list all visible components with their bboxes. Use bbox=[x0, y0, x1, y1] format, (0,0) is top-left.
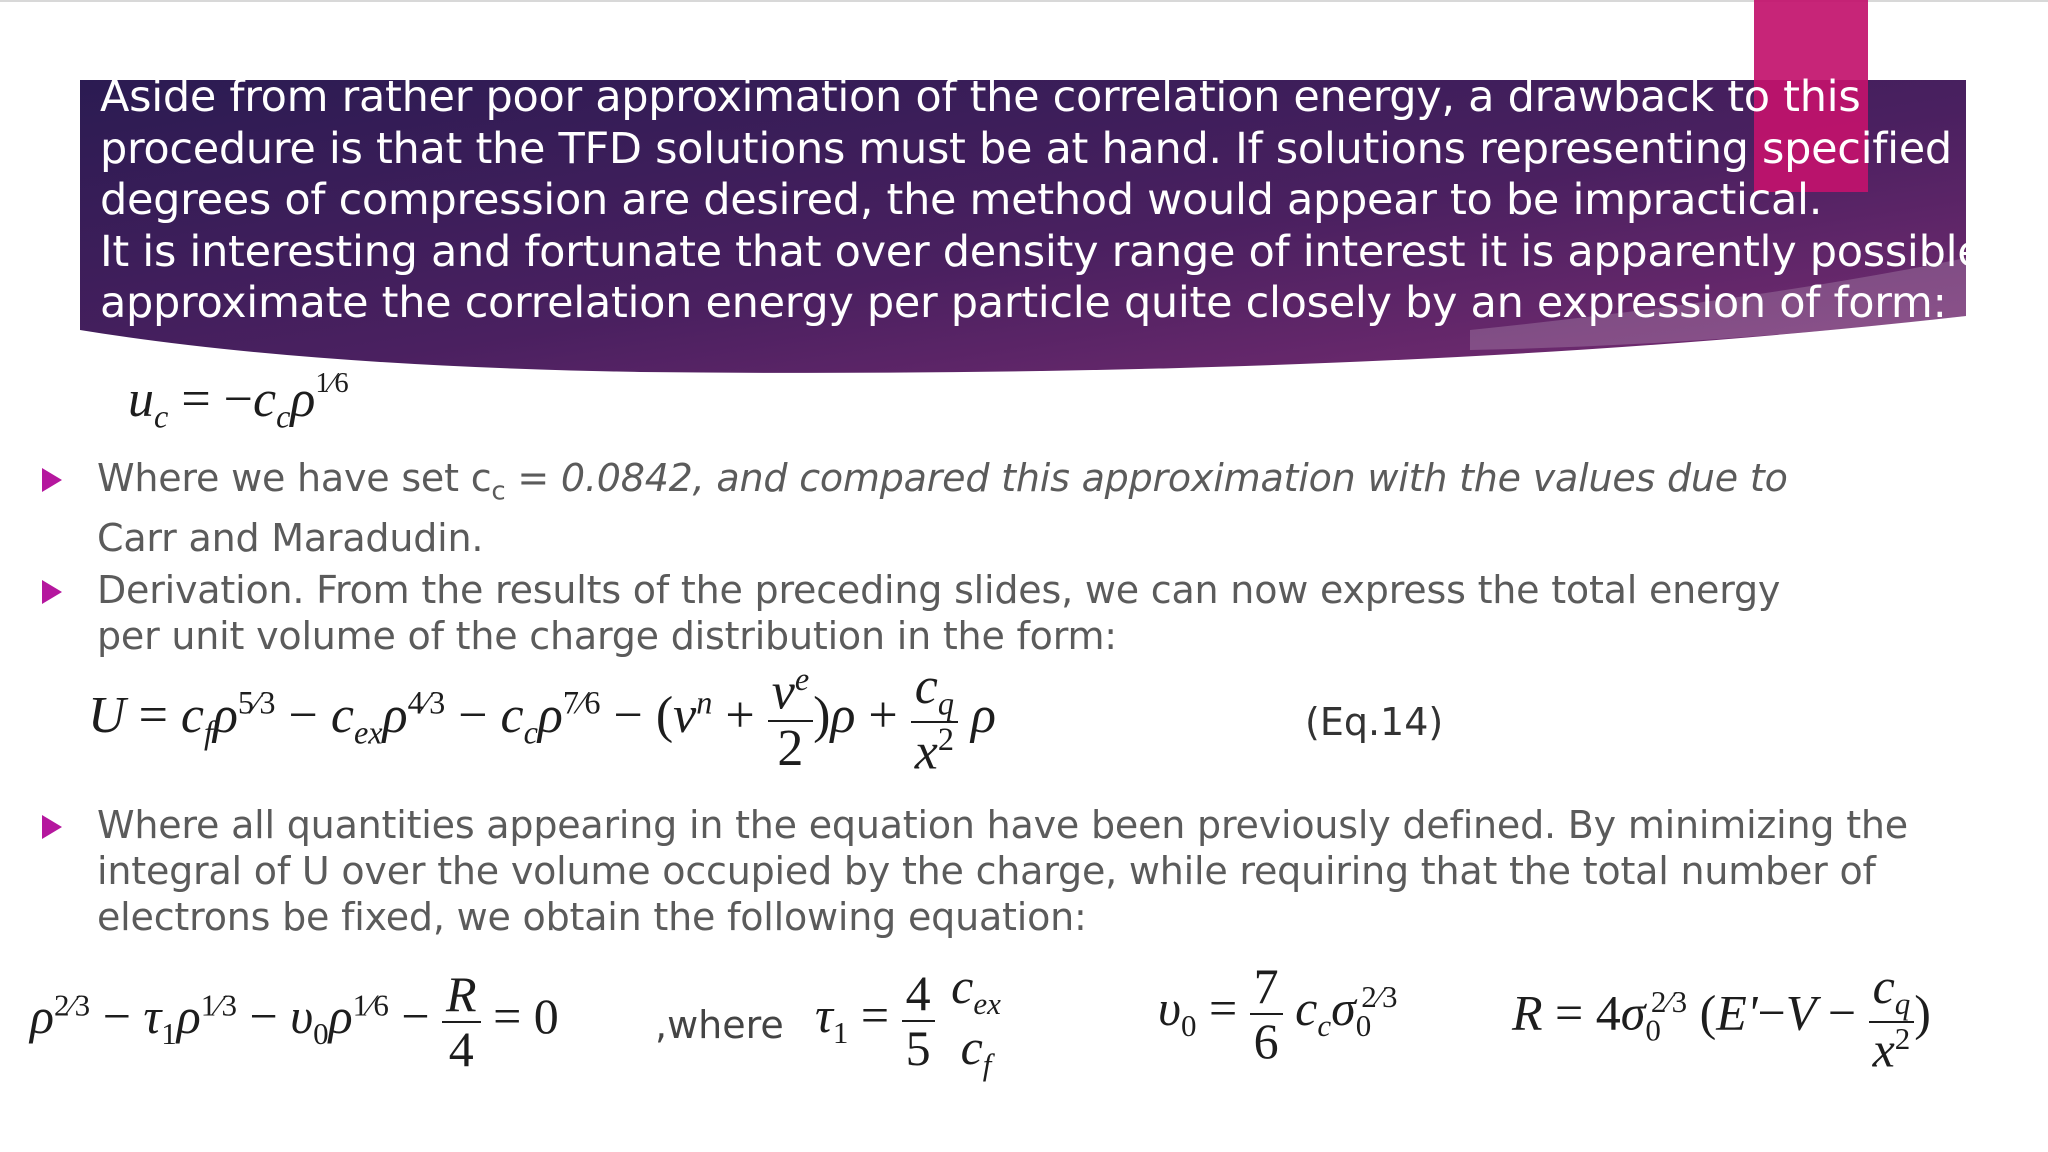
banner-line: Aside from rather poor approximation of the correlation energy, a drawback to this bbox=[100, 72, 1861, 122]
correlation-energy-formula: $u_c = -c_c\rho^{1⁄6}$ bbox=[128, 367, 349, 435]
banner-line: procedure is that the TFD solutions must be at hand. If solutions representing specified bbox=[100, 123, 1952, 174]
bullet-text-1: Where we have set $c_c = 0.0842$, and compared this approximation with the values due to Carr and Maradudin. bbox=[97, 456, 1788, 560]
bullet-marker bbox=[42, 815, 62, 839]
equation-label: (Eq.14) bbox=[1305, 700, 1444, 744]
minimization-equation: $\rho^{2⁄3} - \tau_1\rho^{1⁄3} - \upsilon_0\rho^{1⁄6}$ − $\frac{R}{4}$ = 0 bbox=[30, 966, 559, 1077]
banner-paragraph bbox=[100, 72, 2040, 330]
bullet-marker bbox=[42, 468, 62, 492]
banner-line: degrees of compression are desired, the method would appear to be impractical. bbox=[100, 175, 1823, 225]
bullet-marker bbox=[42, 580, 62, 604]
bullet-text-2: Derivation. From the results of the preceding slides, we can now express the total energy per unit volume of the charge distribution in the form: bbox=[97, 568, 1781, 658]
tau-definition: $\tau_1$ = $\frac{4}{5}$ $c_{ex}$ $c_f$ bbox=[815, 958, 1001, 1082]
where-text: ,where bbox=[655, 1003, 784, 1047]
banner-line: approximate the correlation energy per particle quite closely by an expression of form: bbox=[100, 278, 1947, 328]
banner-line: It is interesting and fortunate that over density range of interest it is apparently possible to bbox=[100, 226, 2040, 277]
upsilon-definition: $\upsilon_0$ = $\frac{7}{6}$ $c_c\sigma_0^{2⁄3}$ bbox=[1158, 958, 1398, 1069]
bullet-text-3: Where all quantities appearing in the equation have been previously defined. By minimizing the integral of U over the volume occupied by the charge, while requiring that the total number of electrons be fixed, we obtain the following equation: bbox=[97, 803, 1908, 939]
r-definition: $R = 4\sigma_0^{2⁄3}$ (E'−V − $\frac{c_q}{x^2}$ ) bbox=[1512, 958, 1931, 1078]
total-energy-equation: $U = c_f\rho^{5⁄3} - c_{ex}\rho^{4⁄3} - c_c\rho^{7⁄6} - (v^n$ + $\frac{v^e}{2}$ )ρ + $\frac{c_q}{x^2}$ ρ bbox=[88, 658, 996, 781]
